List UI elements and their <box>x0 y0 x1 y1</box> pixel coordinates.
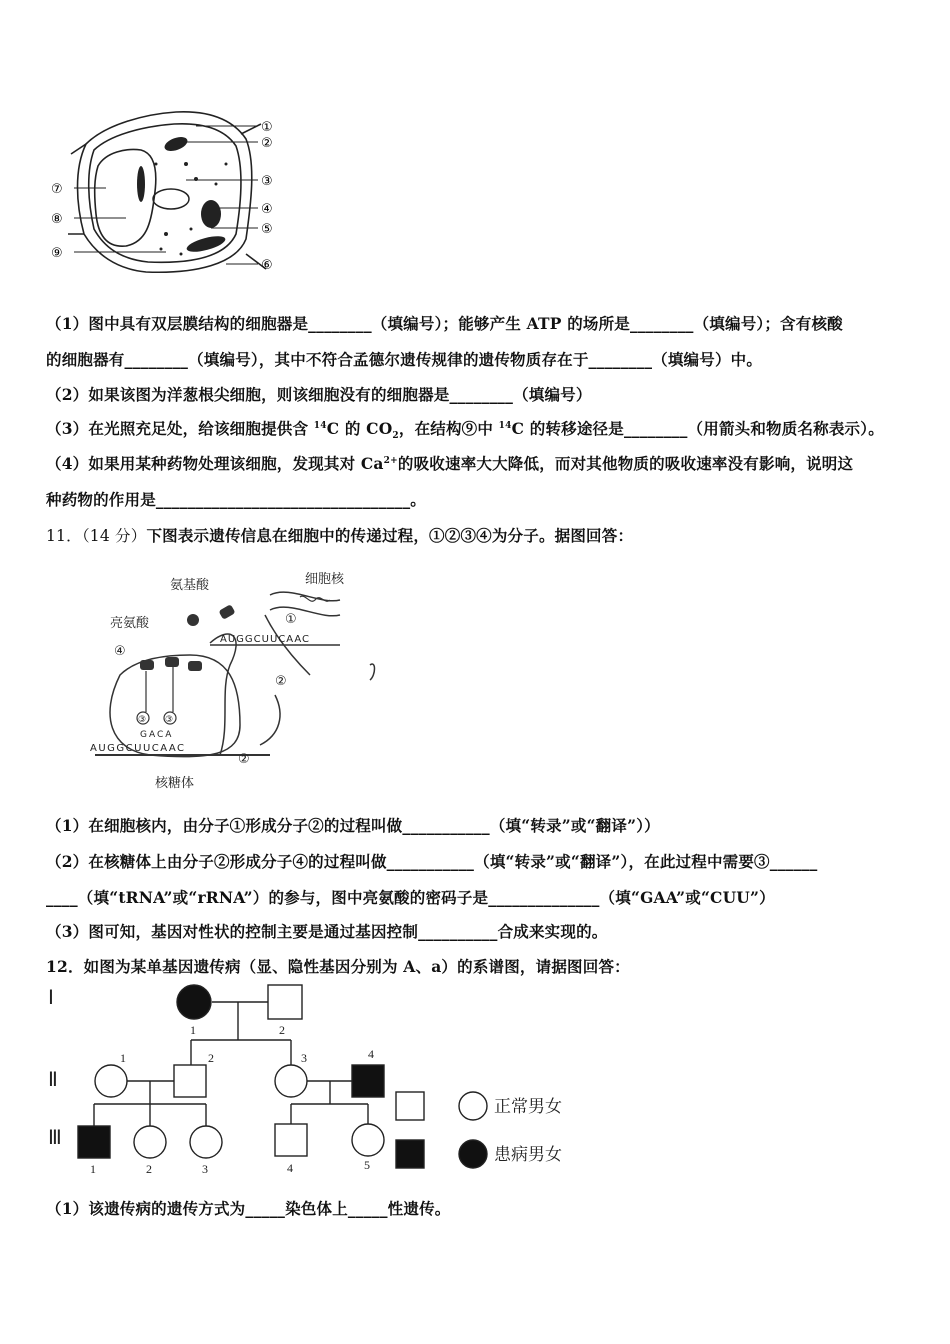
q12-part1: （1）该遗传病的遗传方式为_____染色体上_____性遗传。 <box>46 1199 451 1218</box>
label-leucine: 亮氨酸 <box>110 616 150 631</box>
ind-III-5: 5 <box>364 1158 370 1172</box>
ind-III-1: 1 <box>90 1162 96 1176</box>
ind-I-2: 2 <box>279 1023 285 1037</box>
legend-normal: 正常男女 <box>494 1097 562 1117</box>
translation-diagram <box>80 565 390 795</box>
label-anticodon: GACA <box>140 730 174 740</box>
q11-title: 11．（14 分）下图表示遗传信息在细胞中的传递过程，①②③④为分子。据图回答： <box>46 526 634 545</box>
ind-II-2: 2 <box>208 1051 214 1065</box>
label-molecule-1: ① <box>285 612 297 627</box>
generation-III: Ⅲ <box>48 1127 62 1149</box>
cell-label-1: ① <box>261 120 273 135</box>
q10-part1-line1: （1）图中具有双层膜结构的细胞器是________（填编号）；能够产生 ATP 的场所是________（填编号）；含有核酸 <box>46 314 843 333</box>
q11-part3: （3）图可知，基因对性状的控制主要是通过基因控制__________合成来实现的。 <box>46 922 608 941</box>
label-molecule-2a: ② <box>275 674 287 689</box>
label-molecule-3b: ③ <box>165 715 174 725</box>
label-mrna-top: AUGGCUUCAAC <box>220 634 311 645</box>
q10-part3: （3）在光照充足处，给该细胞提供含 $^{14}$C 的 $CO_2$，在结构⑨中 $^{14}$C 的转移途径是________（用箭头和物质名称表示）。 <box>46 419 884 442</box>
cell-label-3: ③ <box>261 174 273 189</box>
q10-part2: （2）如果该图为洋葱根尖细胞，则该细胞没有的细胞器是________（填编号） <box>46 385 592 404</box>
cell-label-7: ⑦ <box>51 182 63 197</box>
ind-III-2: 2 <box>146 1162 152 1176</box>
q10-part4-line2: 种药物的作用是________________________________。 <box>46 490 427 509</box>
cell-label-9: ⑨ <box>51 246 63 261</box>
ind-I-1: 1 <box>190 1023 196 1037</box>
ind-II-1: 1 <box>120 1051 126 1065</box>
q10-part1-line2: 的细胞器有________（填编号），其中不符合孟德尔遗传规律的遗传物质存在于________（填编号）中。 <box>46 350 763 369</box>
cell-label-6: ⑥ <box>261 258 273 273</box>
cell-label-8: ⑧ <box>51 212 63 227</box>
ind-II-4: 4 <box>368 1047 374 1061</box>
label-ribosome: 核糖体 <box>155 776 195 791</box>
ind-III-4: 4 <box>287 1161 293 1175</box>
pedigree-chart <box>46 980 586 1180</box>
cell-label-2: ② <box>261 136 273 151</box>
q11-part1: （1）在细胞核内，由分子①形成分子②的过程叫做___________（填“转录”或“翻译”）） <box>46 816 660 835</box>
cell-label-4: ④ <box>261 202 273 217</box>
q12-title: 12．如图为某单基因遗传病（显、隐性基因分别为 A、a）的系谱图，请据图回答： <box>46 957 630 976</box>
cell-diagram <box>46 104 296 280</box>
cell-label-5: ⑤ <box>261 222 273 237</box>
q11-part2-line2: ____（填“tRNA”或“rRNA”）的参与，图中亮氨酸的密码子是______________（填“GAA”或“CUU”） <box>46 888 775 907</box>
label-nucleus: 细胞核 <box>305 572 345 587</box>
label-molecule-3a: ③ <box>138 715 147 725</box>
q11-part2-line1: （2）在核糖体上由分子②形成分子④的过程叫做___________（填“转录”或“翻译”），在此过程中需要③______ <box>46 852 818 871</box>
generation-II: Ⅱ <box>48 1069 58 1091</box>
q10-part4-line1: （4）如果用某种药物处理该细胞，发现其对 $Ca^{2+}$的吸收速率大大降低，而对其他物质的吸收速率没有影响，说明这 <box>46 454 854 473</box>
ind-III-3: 3 <box>202 1162 208 1176</box>
label-amino-acid: 氨基酸 <box>170 578 210 593</box>
generation-I: Ⅰ <box>48 987 54 1009</box>
label-molecule-4: ④ <box>114 644 126 659</box>
legend-affected: 患病男女 <box>494 1145 562 1165</box>
label-molecule-2b: ② <box>238 752 250 767</box>
label-mrna-bottom: AUGGCUUCAAC <box>90 743 186 754</box>
ind-II-3: 3 <box>301 1051 307 1065</box>
